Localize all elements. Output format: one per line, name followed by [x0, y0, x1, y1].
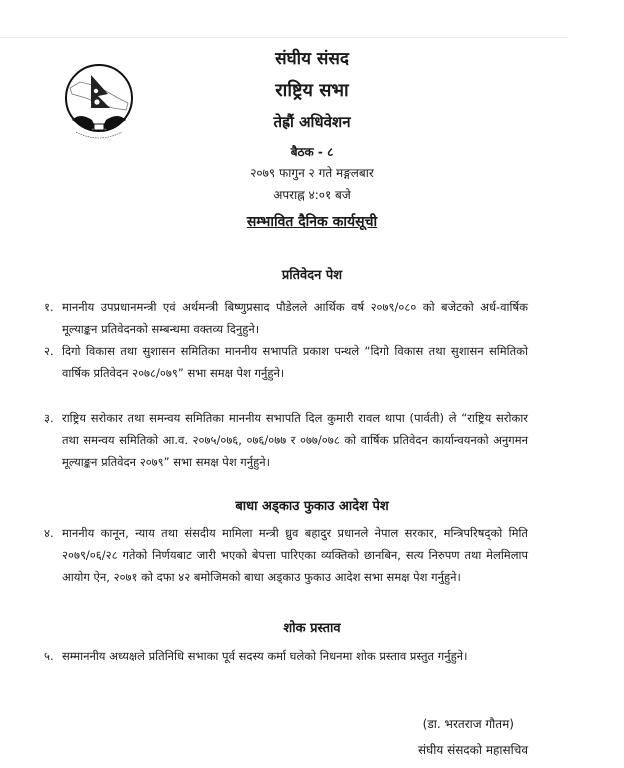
item-number: ३.	[44, 411, 54, 425]
session-title: तेह्रौं अधिवेशन	[273, 113, 351, 131]
meeting-time: अपराह्न ४:०१ बजे	[273, 188, 351, 202]
meeting-number: बैठक - ८	[290, 145, 334, 159]
item-number: ५.	[44, 649, 54, 663]
agenda-item	[44, 296, 528, 340]
item-number: ४.	[44, 526, 54, 540]
agenda-item	[44, 645, 528, 667]
agenda-title: सम्भावित दैनिक कार्यसूची	[246, 214, 378, 230]
item-text: सम्माननीय अध्यक्षले प्रतिनिधि सभाका पूर्व सदस्य कर्मा घलेको निधनमा शोक प्रस्ताव प्रस्तुत गर्नुहुने।	[62, 649, 468, 663]
agenda-item	[44, 407, 528, 473]
top-divider	[0, 37, 568, 38]
meeting-date: २०७९ फागुन २ गते मङ्गलबार	[250, 166, 374, 180]
item-number: २.	[44, 344, 54, 358]
item-text: राष्ट्रिय सरोकार तथा समन्वय समितिका माननीय सभापति दिल कुमारी रावल थापा (पार्वती) ले “राष्ट्रिय सरोकार तथा समन्वय समितिको आ.व. २०७५/०७६, ०७६/०७७ र ०७७/०७८ को वार्षिक प्रतिवेदन कार्यान्वयनको अनुगमन मूल्याङ्कन प्रतिवेदन २०७९” सभा समक्ष पेश गर्नुहुने।	[62, 411, 528, 469]
signatory-name: (डा. भरतराज गौतम)	[422, 717, 514, 731]
org-name: संघीय संसद	[275, 49, 349, 69]
section-heading-report: प्रतिवेदन पेश	[281, 268, 343, 283]
item-text: माननीय कानून, न्याय तथा संसदीय मामिला मन्त्री ध्रुव बहादुर प्रधानले नेपाल सरकार, मन्त्रिपरिषद्को मिति २०७९/०६/२८ गतेको निर्णयबाट जारी भएको बेपत्ता पारिएका व्यक्तिको छानबिन, सत्य निरुपण तथा मेलमिलाप आयोग ऐन, २०७१ को दफा ४२ बमोजिमको बाधा अड्काउ फुकाउ आदेश सभा समक्ष पेश गर्नुहुने।	[62, 526, 528, 584]
item-text: दिगो विकास तथा सुशासन समितिका माननीय सभापति प्रकाश पन्थले “दिगो विकास तथा सुशासन समितिको वार्षिक प्रतिवेदन २०७८/०७९” सभा समक्ष पेश गर्नुहुने।	[62, 344, 528, 380]
item-number: १.	[44, 300, 54, 314]
signatory-title: संघीय संसदको महासचिव	[418, 743, 528, 757]
house-name: राष्ट्रिय सभा	[275, 80, 349, 101]
agenda-item	[44, 522, 528, 588]
section-heading-order: बाधा अड्काउ फुकाउ आदेश पेश	[235, 499, 389, 514]
section-heading-condolence: शोक प्रस्ताव	[283, 621, 341, 636]
item-text: माननीय उपप्रधानमन्त्री एवं अर्थमन्त्री बिष्णुप्रसाद पौडेलले आर्थिक वर्ष २०७९/०८० को बजेटको अर्ध-वार्षिक मूल्याङ्कन प्रतिवेदनको सम्बन्धमा वक्तव्य दिनुहुने।	[62, 300, 528, 336]
agenda-item	[44, 340, 528, 384]
